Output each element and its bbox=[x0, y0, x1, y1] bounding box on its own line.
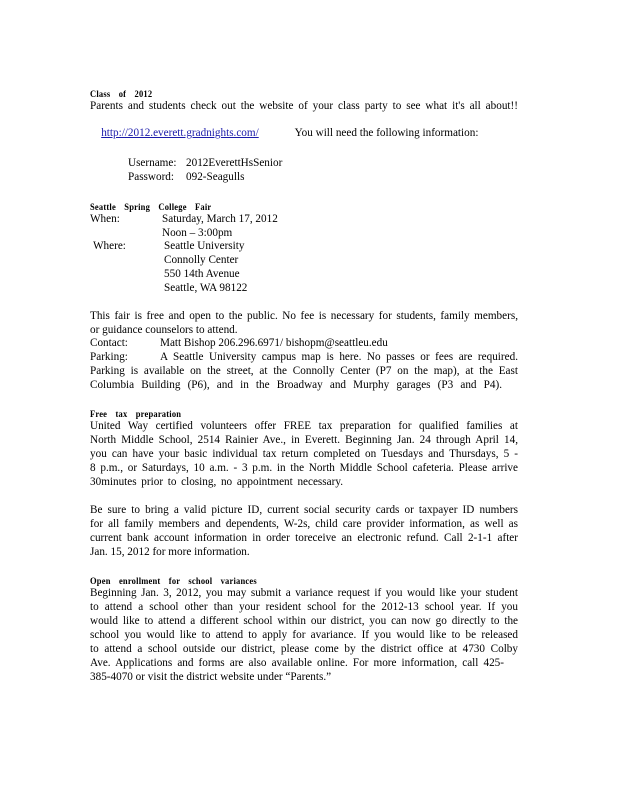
tax-p2-line: current bank account information in order toreceive an electronic refund. Call 2-1-1 after bbox=[90, 532, 518, 544]
enrollment-line: Ave. Applications and forms are also available online. For more information, call 425- bbox=[90, 657, 504, 669]
class-heading: Class of 2012 bbox=[90, 88, 153, 99]
enrollment-heading: Open enrollment for school variances bbox=[90, 575, 257, 586]
tax-heading: Free tax preparation bbox=[90, 408, 182, 419]
enrollment-line: to attend a school outside our district, please come by the district office at 4730 Colby bbox=[90, 643, 518, 655]
enrollment-line: Beginning Jan. 3, 2012, you may submit a variance request if you would like your student bbox=[90, 587, 518, 599]
username-value: 2012EverettHsSenior bbox=[186, 157, 283, 169]
when-date: Saturday, March 17, 2012 bbox=[162, 213, 278, 225]
tax-p2-line: Jan. 15, 2012 for more information. bbox=[90, 546, 250, 558]
where-label: Where: bbox=[93, 240, 126, 252]
username-label: Username: bbox=[128, 157, 177, 169]
when-time: Noon – 3:00pm bbox=[162, 227, 233, 239]
class-line-1: Parents and students check out the website of your class party to see what it's all about!! bbox=[90, 100, 518, 112]
tax-p1-line: 30minutes prior to closing, no appointment necessary. bbox=[90, 476, 343, 488]
class-party-link[interactable]: http://2012.everett.gradnights.com/ bbox=[101, 127, 259, 139]
contact-label: Contact: bbox=[90, 337, 128, 349]
password-label: Password: bbox=[128, 171, 174, 183]
where-line: Seattle, WA 98122 bbox=[164, 282, 248, 294]
enrollment-line: to attend a school other than your resident school for the 2012-13 school year. If you bbox=[90, 601, 518, 613]
where-line: Seattle University bbox=[164, 240, 245, 252]
class-line-2 bbox=[90, 114, 478, 153]
tax-p1-line: North Middle School, 2514 Rainier Ave., in Everett. Beginning Jan. 24 through April 14, bbox=[90, 434, 518, 446]
fee-line-1: This fair is free and open to the public. No fee is necessary for students, family members, bbox=[90, 310, 518, 322]
contact-value: Matt Bishop 206.296.6971/ bishopm@seattleu.edu bbox=[160, 337, 388, 349]
enrollment-line: would like to attend a different school within our district, you can now go directly to the bbox=[90, 615, 518, 627]
when-label: When: bbox=[90, 213, 120, 225]
fee-line-2: or guidance counselors to attend. bbox=[90, 324, 238, 336]
tax-p1-line: you can have your basic individual tax return completed on Tuesdays and Thursdays, 5 - bbox=[90, 448, 518, 460]
parking-line-1: A Seattle University campus map is here. No passes or fees are required. bbox=[160, 351, 518, 363]
parking-line-3: Columbia Building (P6), and in the Broadway and Murphy garages (P3 and P4). bbox=[90, 379, 502, 391]
where-line: Connolly Center bbox=[164, 254, 239, 266]
parking-label: Parking: bbox=[90, 351, 128, 363]
class-line-2-rest: You will need the following information: bbox=[294, 127, 479, 139]
password-value: 092-Seagulls bbox=[186, 171, 245, 183]
tax-p1-line: United Way certified volunteers offer FREE tax preparation for qualified families at bbox=[90, 420, 518, 432]
tax-p2-line: for all family members and dependents, W-2s, child care provider information, as well as bbox=[90, 518, 518, 530]
enrollment-line: school you would like to attend to apply for avariance. If you would like to be released bbox=[90, 629, 518, 641]
fair-heading: Seattle Spring College Fair bbox=[90, 201, 212, 212]
where-line: 550 14th Avenue bbox=[164, 268, 240, 280]
enrollment-line: 385-4070 or visit the district website under “Parents.” bbox=[90, 671, 332, 683]
tax-p2-line: Be sure to bring a valid picture ID, current social security cards or taxpayer ID numbers bbox=[90, 504, 518, 516]
parking-line-2: Parking is available on the street, at the Connolly Center (P7 on the map), at the East bbox=[90, 365, 518, 377]
tax-p1-line: 8 p.m., or Saturdays, 10 a.m. - 3 p.m. in the North Middle School cafeteria. Please arrive bbox=[90, 462, 518, 474]
